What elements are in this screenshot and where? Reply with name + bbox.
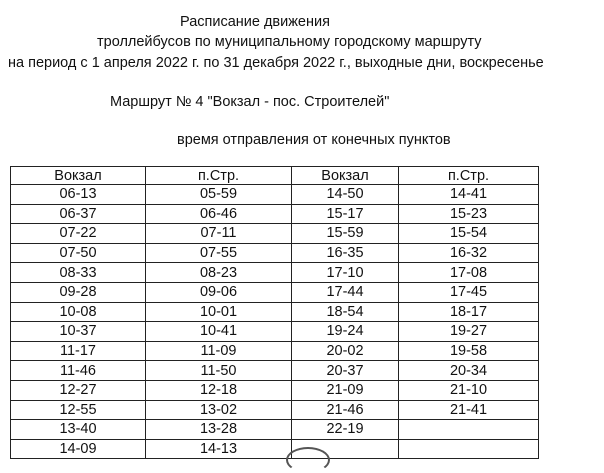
table-cell: 17-10 — [292, 263, 399, 283]
table-row — [11, 380, 539, 400]
schedule-subtitle-transport: троллейбусов по муниципальному городскому маршруту — [97, 34, 482, 50]
table-body — [11, 185, 539, 459]
table-cell: 07-11 — [146, 224, 292, 244]
table-row — [11, 282, 539, 302]
table-cell: 20-02 — [292, 341, 399, 361]
column-header: Вокзал — [11, 167, 146, 185]
table-cell: 10-01 — [146, 302, 292, 322]
table-cell: 07-55 — [146, 243, 292, 263]
table-cell: 10-08 — [11, 302, 146, 322]
table-cell: 15-59 — [292, 224, 399, 244]
table-cell: 10-37 — [11, 322, 146, 342]
schedule-period: на период с 1 апреля 2022 г. по 31 декабря 2022 г., выходные дни, воскресенье — [8, 55, 544, 71]
table-header-row — [11, 167, 539, 185]
table-cell: 19-24 — [292, 322, 399, 342]
table-row — [11, 341, 539, 361]
table-cell: 13-28 — [146, 420, 292, 440]
table-cell: 08-23 — [146, 263, 292, 283]
table-row — [11, 204, 539, 224]
column-header: п.Стр. — [399, 167, 539, 185]
table-cell: 12-55 — [11, 400, 146, 420]
table-row — [11, 361, 539, 381]
table-cell: 12-27 — [11, 380, 146, 400]
table-cell: 14-41 — [399, 185, 539, 205]
column-header: п.Стр. — [146, 167, 292, 185]
table-cell: 19-27 — [399, 322, 539, 342]
table-row — [11, 322, 539, 342]
table-cell: 07-50 — [11, 243, 146, 263]
table-cell: 09-06 — [146, 282, 292, 302]
table-cell: 11-46 — [11, 361, 146, 381]
table-cell: 16-32 — [399, 243, 539, 263]
table-cell: 06-13 — [11, 185, 146, 205]
table-row — [11, 263, 539, 283]
table-cell: 21-46 — [292, 400, 399, 420]
table-cell: 15-23 — [399, 204, 539, 224]
table-row — [11, 420, 539, 440]
table-cell: 18-54 — [292, 302, 399, 322]
table-row — [11, 439, 539, 459]
table-cell: 19-58 — [399, 341, 539, 361]
table-cell: 20-34 — [399, 361, 539, 381]
table-cell: 14-50 — [292, 185, 399, 205]
table-cell: 14-13 — [146, 439, 292, 459]
table-cell: 11-17 — [11, 341, 146, 361]
table-cell: 21-41 — [399, 400, 539, 420]
table-cell: 13-02 — [146, 400, 292, 420]
table-cell: 13-40 — [11, 420, 146, 440]
table-cell: 18-17 — [399, 302, 539, 322]
table-cell: 20-37 — [292, 361, 399, 381]
table-cell: 06-37 — [11, 204, 146, 224]
table-cell: 11-09 — [146, 341, 292, 361]
table-cell: 07-22 — [11, 224, 146, 244]
table-cell: 15-17 — [292, 204, 399, 224]
table-cell: 12-18 — [146, 380, 292, 400]
table-cell: 21-09 — [292, 380, 399, 400]
table-cell: 06-46 — [146, 204, 292, 224]
schedule-title: Расписание движения — [180, 14, 330, 30]
table-cell: 09-28 — [11, 282, 146, 302]
schedule-table — [10, 166, 539, 459]
departure-caption: время отправления от конечных пунктов — [177, 132, 451, 148]
table-cell: 10-41 — [146, 322, 292, 342]
table-row — [11, 302, 539, 322]
table-row — [11, 185, 539, 205]
signature-mark — [286, 447, 330, 473]
table-cell: 17-08 — [399, 263, 539, 283]
table-row — [11, 224, 539, 244]
table-cell: 08-33 — [11, 263, 146, 283]
route-name: Маршрут № 4 "Вокзал - пос. Строителей" — [110, 94, 390, 110]
table-cell: 05-59 — [146, 185, 292, 205]
table-cell: 16-35 — [292, 243, 399, 263]
table-row — [11, 400, 539, 420]
table-cell: 17-44 — [292, 282, 399, 302]
column-header: Вокзал — [292, 167, 399, 185]
table-row — [11, 243, 539, 263]
table-cell: 15-54 — [399, 224, 539, 244]
table-cell — [399, 420, 539, 440]
table-cell: 17-45 — [399, 282, 539, 302]
table-cell: 22-19 — [292, 420, 399, 440]
table-cell — [399, 439, 539, 459]
table-cell: 21-10 — [399, 380, 539, 400]
table-cell: 14-09 — [11, 439, 146, 459]
table-cell: 11-50 — [146, 361, 292, 381]
